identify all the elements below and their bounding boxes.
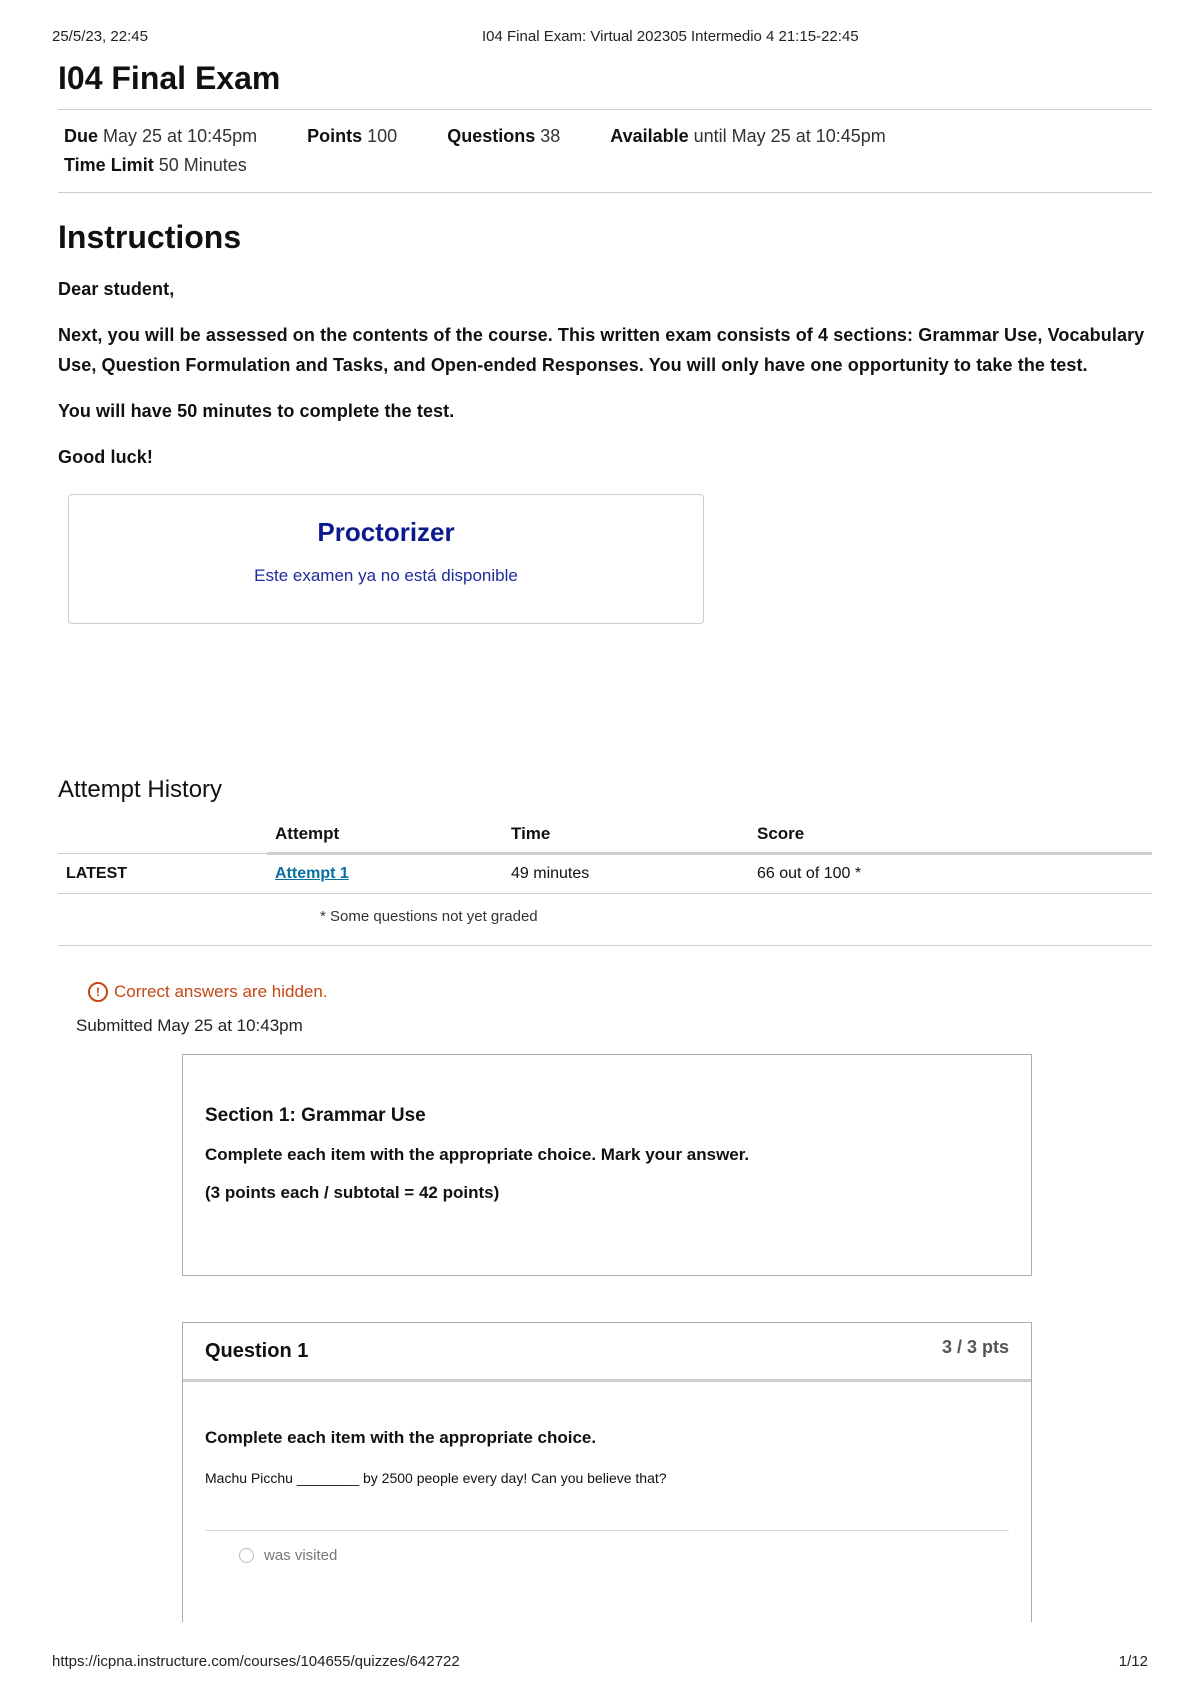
- proctorizer-message: Este examen ya no está disponible: [254, 566, 518, 585]
- print-date: 25/5/23, 22:45: [52, 28, 148, 45]
- instructions-paragraph: Good luck!: [58, 447, 153, 467]
- exclamation-circle-icon: !: [88, 982, 108, 1002]
- attempt-time: 49 minutes: [503, 854, 749, 894]
- table-row: [58, 854, 1152, 894]
- attempt-cell: [267, 854, 503, 894]
- quiz-title: I04 Final Exam: [58, 60, 1152, 110]
- question-1-body: [183, 1382, 1031, 1564]
- quiz-details: [58, 110, 1152, 193]
- attempt-latest-label: LATEST: [58, 854, 267, 894]
- instructions-heading: Instructions: [58, 219, 242, 255]
- instructions-paragraph: Next, you will be assessed on the contents of the course. This written exam consists of 4 sections: Grammar Use, Vocabulary Use, Question Formulation and Tasks, and Open-ended Responses. You will only have one opportunity to take the test.: [58, 325, 1145, 375]
- grading-footnote: * Some questions not yet graded: [58, 894, 1152, 946]
- attempt-score: 66 out of 100 *: [749, 854, 1152, 894]
- print-doc-title: I04 Final Exam: Virtual 202305 Intermedio 4 21:15-22:45: [482, 28, 859, 45]
- column-header-attempt: Attempt: [267, 818, 503, 854]
- question-1-points: 3 / 3 pts: [941, 1336, 1009, 1357]
- table-header-row: [58, 818, 1152, 854]
- column-header-blank: [58, 818, 267, 854]
- available-item: [610, 122, 886, 151]
- questions-value: 38: [540, 126, 561, 146]
- time-limit-label: Time Limit: [64, 155, 154, 175]
- correct-answers-hidden-notice: [88, 982, 1152, 1002]
- column-header-score: Score: [749, 818, 1152, 854]
- question-1-answers: [205, 1530, 1009, 1564]
- proctorizer-box: [68, 494, 704, 624]
- due-item: [64, 122, 257, 151]
- proctorizer-title: Proctorizer: [317, 517, 455, 547]
- instructions-paragraph: You will have 50 minutes to complete the test.: [58, 401, 455, 421]
- answer-option-label: was visited: [264, 1547, 338, 1564]
- due-value: May 25 at 10:45pm: [103, 126, 258, 146]
- points-label: Points: [307, 126, 363, 146]
- question-1: [182, 1322, 1032, 1622]
- available-value: until May 25 at 10:45pm: [693, 126, 886, 146]
- question-1-prompt: Complete each item with the appropriate choice.: [205, 1428, 597, 1447]
- points-item: [307, 122, 397, 151]
- section-1-box: [182, 1054, 1032, 1276]
- question-1-header: [183, 1323, 1031, 1382]
- correct-answers-hidden-text: Correct answers are hidden.: [114, 982, 328, 1001]
- section-1-points-note: (3 points each / subtotal = 42 points): [205, 1183, 500, 1202]
- time-limit-value: 50 Minutes: [158, 155, 247, 175]
- question-1-text: Machu Picchu ________ by 2500 people every day! Can you believe that?: [205, 1470, 667, 1486]
- questions-item: [447, 122, 560, 151]
- section-1-title: Section 1: Grammar Use: [205, 1105, 426, 1126]
- attempt-history-heading: Attempt History: [58, 776, 223, 803]
- instructions-paragraph: Dear student,: [58, 279, 175, 299]
- instructions-body: [58, 274, 1152, 472]
- print-url: https://icpna.instructure.com/courses/104655/quizzes/642722: [52, 1653, 460, 1670]
- time-limit-item: [64, 151, 247, 180]
- points-value: 100: [367, 126, 398, 146]
- main-content: [58, 60, 1152, 1622]
- questions-label: Questions: [447, 126, 536, 146]
- answer-option[interactable]: [205, 1547, 1009, 1564]
- section-1-instruction: Complete each item with the appropriate choice. Mark your answer.: [205, 1145, 750, 1164]
- column-header-time: Time: [503, 818, 749, 854]
- due-label: Due: [64, 126, 99, 146]
- print-page-count: 1/12: [1118, 1653, 1148, 1670]
- question-1-name: Question 1: [205, 1339, 309, 1362]
- attempt-history-table: [58, 818, 1152, 894]
- submitted-timestamp: Submitted May 25 at 10:43pm: [76, 1016, 303, 1035]
- attempt-link[interactable]: Attempt 1: [275, 865, 349, 882]
- available-label: Available: [610, 126, 689, 146]
- radio-button-icon[interactable]: [239, 1548, 254, 1563]
